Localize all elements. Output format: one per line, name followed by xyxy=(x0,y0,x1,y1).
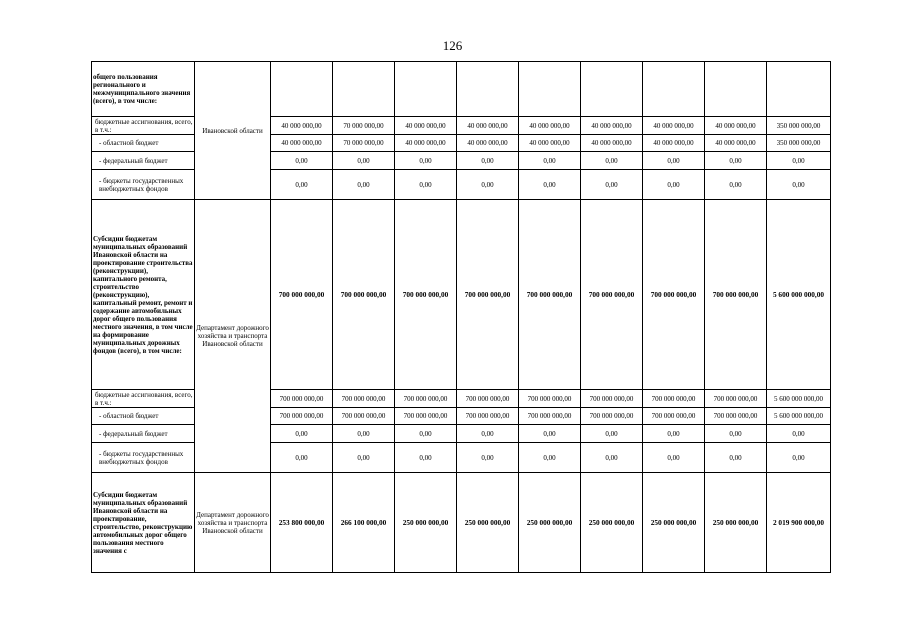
row-name: бюджетные ассигнования, всего, в т.ч.: xyxy=(92,390,195,408)
executor-cell: Ивановской области xyxy=(195,62,271,200)
value-cell: 40 000 000,00 xyxy=(581,135,643,152)
value-cell: 0,00 xyxy=(457,443,519,473)
row-name: - бюджеты государственных внебюджетных фондов xyxy=(92,443,195,473)
value-cell: 700 000 000,00 xyxy=(271,390,333,408)
value-cell: 0,00 xyxy=(333,443,395,473)
value-cell: 40 000 000,00 xyxy=(519,135,581,152)
value-cell: 700 000 000,00 xyxy=(395,200,457,390)
row-name: - областной бюджет xyxy=(92,408,195,425)
value-cell: 0,00 xyxy=(705,443,767,473)
empty-cell xyxy=(457,62,519,117)
value-cell: 350 000 000,00 xyxy=(767,135,831,152)
row-name: бюджетные ассигнования, всего, в т.ч.: xyxy=(92,117,195,135)
value-cell: 700 000 000,00 xyxy=(333,390,395,408)
value-cell: 70 000 000,00 xyxy=(333,135,395,152)
value-cell: 40 000 000,00 xyxy=(581,117,643,135)
value-cell: 250 000 000,00 xyxy=(519,473,581,573)
value-cell: 700 000 000,00 xyxy=(581,200,643,390)
value-cell: 40 000 000,00 xyxy=(271,117,333,135)
value-cell: 0,00 xyxy=(333,170,395,200)
value-cell: 40 000 000,00 xyxy=(705,135,767,152)
executor-cell: Департамент дорожного хозяйства и транспорта Ивановской области xyxy=(195,473,271,573)
row-name: общего пользования регионального и межмуниципального значения (всего), в том числе: xyxy=(92,62,195,117)
empty-cell xyxy=(519,62,581,117)
value-cell: 700 000 000,00 xyxy=(333,200,395,390)
value-cell: 40 000 000,00 xyxy=(519,117,581,135)
value-cell: 0,00 xyxy=(767,170,831,200)
value-cell: 0,00 xyxy=(643,170,705,200)
value-cell: 700 000 000,00 xyxy=(457,408,519,425)
value-cell: 700 000 000,00 xyxy=(643,390,705,408)
executor-cell: Департамент дорожного хозяйства и транспорта Ивановской области xyxy=(195,200,271,473)
value-cell: 40 000 000,00 xyxy=(457,135,519,152)
value-cell: 0,00 xyxy=(395,152,457,170)
value-cell: 0,00 xyxy=(705,425,767,443)
value-cell: 700 000 000,00 xyxy=(395,408,457,425)
value-cell: 0,00 xyxy=(519,425,581,443)
value-cell: 250 000 000,00 xyxy=(643,473,705,573)
value-cell: 0,00 xyxy=(457,425,519,443)
value-cell: 700 000 000,00 xyxy=(333,408,395,425)
value-cell: 0,00 xyxy=(581,152,643,170)
value-cell: 700 000 000,00 xyxy=(271,408,333,425)
value-cell: 0,00 xyxy=(333,425,395,443)
value-cell: 40 000 000,00 xyxy=(395,117,457,135)
value-cell: 0,00 xyxy=(519,443,581,473)
value-cell: 0,00 xyxy=(643,443,705,473)
value-cell: 0,00 xyxy=(271,152,333,170)
value-cell: 700 000 000,00 xyxy=(705,200,767,390)
value-cell: 40 000 000,00 xyxy=(395,135,457,152)
value-cell: 0,00 xyxy=(519,170,581,200)
empty-cell xyxy=(643,62,705,117)
value-cell: 0,00 xyxy=(271,443,333,473)
value-cell: 0,00 xyxy=(767,425,831,443)
value-cell: 40 000 000,00 xyxy=(457,117,519,135)
value-cell: 2 019 900 000,00 xyxy=(767,473,831,573)
value-cell: 0,00 xyxy=(705,152,767,170)
value-cell: 0,00 xyxy=(581,170,643,200)
value-cell: 5 600 000 000,00 xyxy=(767,408,831,425)
value-cell: 0,00 xyxy=(395,170,457,200)
value-cell: 0,00 xyxy=(705,170,767,200)
value-cell: 0,00 xyxy=(457,170,519,200)
value-cell: 700 000 000,00 xyxy=(581,408,643,425)
value-cell: 266 100 000,00 xyxy=(333,473,395,573)
table-row xyxy=(92,473,831,573)
value-cell: 700 000 000,00 xyxy=(519,390,581,408)
value-cell: 40 000 000,00 xyxy=(705,117,767,135)
value-cell: 5 600 000 000,00 xyxy=(767,200,831,390)
row-name: - областной бюджет xyxy=(92,135,195,152)
value-cell: 40 000 000,00 xyxy=(271,135,333,152)
value-cell: 700 000 000,00 xyxy=(519,408,581,425)
value-cell: 0,00 xyxy=(395,425,457,443)
empty-cell xyxy=(581,62,643,117)
value-cell: 250 000 000,00 xyxy=(581,473,643,573)
value-cell: 0,00 xyxy=(581,425,643,443)
value-cell: 250 000 000,00 xyxy=(395,473,457,573)
value-cell: 5 600 000 000,00 xyxy=(767,390,831,408)
value-cell: 250 000 000,00 xyxy=(705,473,767,573)
value-cell: 700 000 000,00 xyxy=(705,408,767,425)
table-row xyxy=(92,62,831,117)
empty-cell xyxy=(395,62,457,117)
value-cell: 40 000 000,00 xyxy=(643,135,705,152)
empty-cell xyxy=(271,62,333,117)
value-cell: 0,00 xyxy=(767,152,831,170)
value-cell: 0,00 xyxy=(395,443,457,473)
value-cell: 0,00 xyxy=(271,425,333,443)
value-cell: 0,00 xyxy=(333,152,395,170)
value-cell: 0,00 xyxy=(581,443,643,473)
value-cell: 0,00 xyxy=(519,152,581,170)
value-cell: 700 000 000,00 xyxy=(271,200,333,390)
value-cell: 700 000 000,00 xyxy=(705,390,767,408)
empty-cell xyxy=(333,62,395,117)
value-cell: 250 000 000,00 xyxy=(457,473,519,573)
value-cell: 0,00 xyxy=(457,152,519,170)
page-number: 126 xyxy=(442,38,463,53)
value-cell: 700 000 000,00 xyxy=(457,390,519,408)
budget-table xyxy=(91,61,831,573)
value-cell: 253 800 000,00 xyxy=(271,473,333,573)
row-name: - федеральный бюджет xyxy=(92,425,195,443)
row-name: - федеральный бюджет xyxy=(92,152,195,170)
value-cell: 0,00 xyxy=(643,425,705,443)
value-cell: 70 000 000,00 xyxy=(333,117,395,135)
value-cell: 0,00 xyxy=(767,443,831,473)
value-cell: 700 000 000,00 xyxy=(457,200,519,390)
value-cell: 700 000 000,00 xyxy=(643,408,705,425)
value-cell: 700 000 000,00 xyxy=(519,200,581,390)
value-cell: 350 000 000,00 xyxy=(767,117,831,135)
budget-table-body xyxy=(92,62,831,573)
value-cell: 700 000 000,00 xyxy=(395,390,457,408)
table-row xyxy=(92,200,831,390)
value-cell: 0,00 xyxy=(643,152,705,170)
empty-cell xyxy=(705,62,767,117)
row-name: Субсидии бюджетам муниципальных образований Ивановской области на проектирование, строительство, реконструкцию автомобильных дорог общего пользования местного значения с xyxy=(92,473,195,573)
empty-cell xyxy=(767,62,831,117)
value-cell: 700 000 000,00 xyxy=(643,200,705,390)
row-name: Субсидии бюджетам муниципальных образований Ивановской области на проектирование строительства (реконструкции), капитального ремонта, строительство (реконструкцию), капитальный ремонт, ремонт и содержание автомобильных дорог общего пользования местного значения, в том числе на формирование муниципальных дорожных фондов (всего), в том числе: xyxy=(92,200,195,390)
value-cell: 700 000 000,00 xyxy=(581,390,643,408)
value-cell: 40 000 000,00 xyxy=(643,117,705,135)
value-cell: 0,00 xyxy=(271,170,333,200)
row-name: - бюджеты государственных внебюджетных фондов xyxy=(92,170,195,200)
